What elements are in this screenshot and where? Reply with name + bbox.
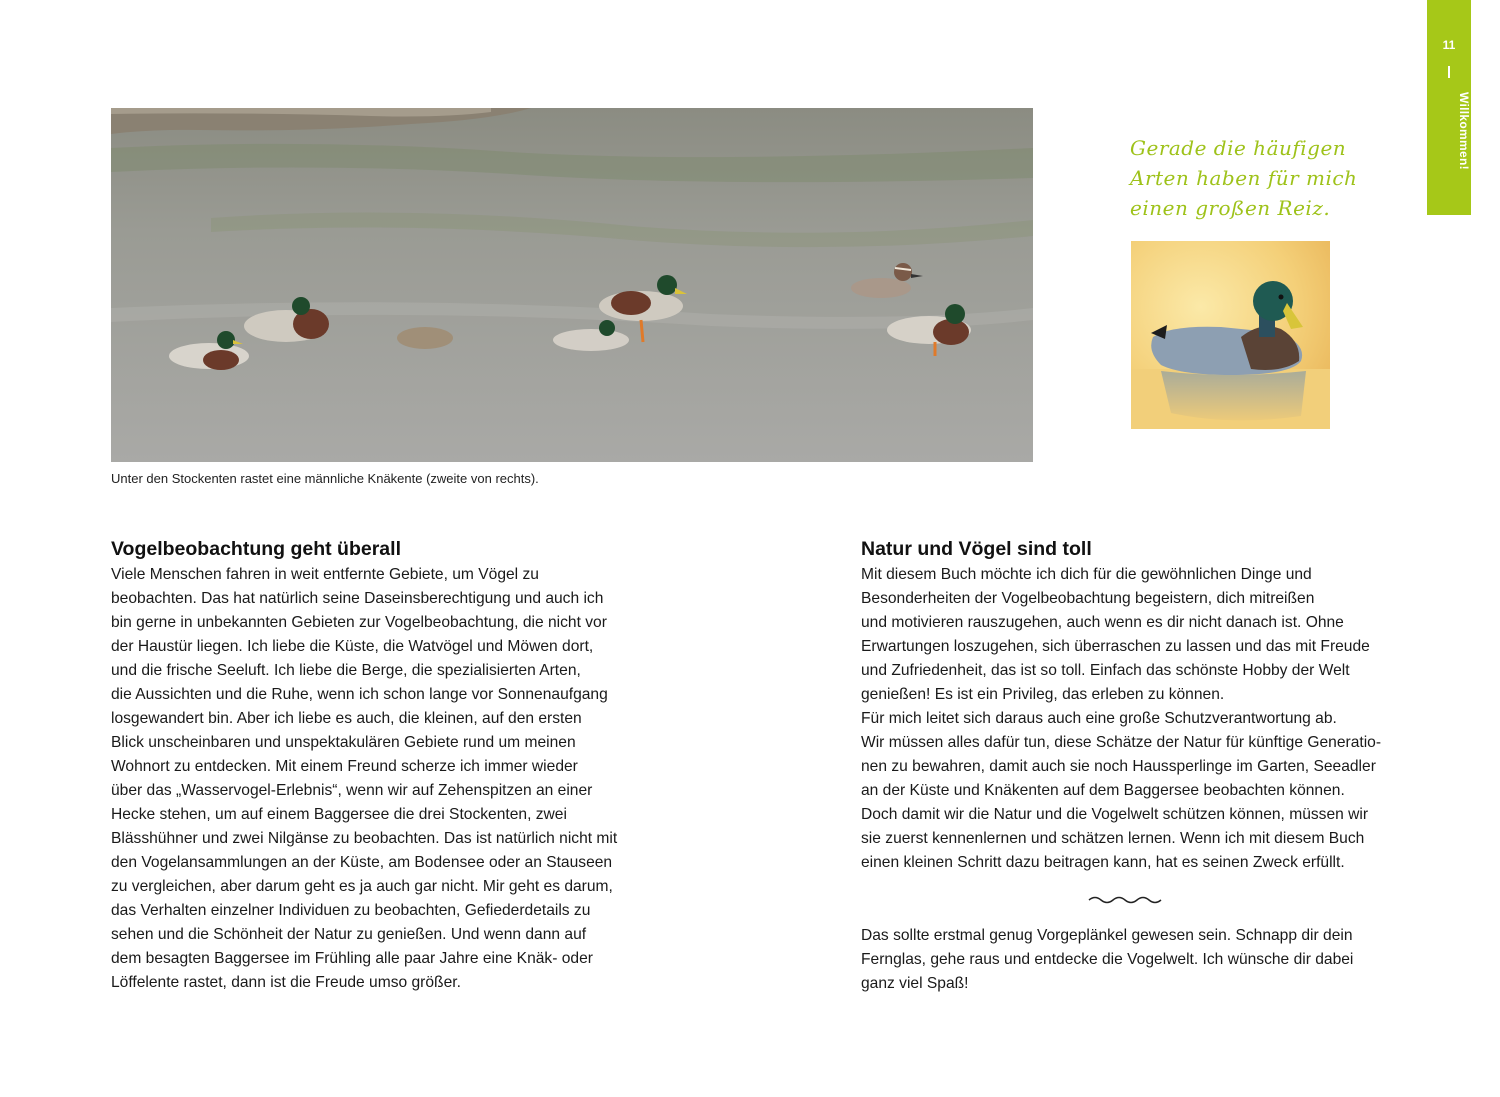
main-photo-ducks: [111, 108, 1033, 462]
text-line: und die frische Seeluft. Ich liebe die Berge, die spezialisierten Arten,: [111, 662, 581, 679]
text-line: sehen und die Schönheit der Natur zu genießen. Und wenn dann auf: [111, 926, 587, 943]
text-line: Für mich leitet sich daraus auch eine große Schutzverantwortung ab.: [861, 710, 1337, 727]
text-line: Besonderheiten der Vogelbeobachtung begeistern, dich mitreißen: [861, 590, 1315, 607]
text-line: Hecke stehen, um auf einem Baggersee die drei Stockenten, zwei: [111, 806, 567, 823]
text-line: Löffelente rastet, dann ist die Freude umso größer.: [111, 974, 461, 991]
photo-caption: Unter den Stockenten rastet eine männliche Knäkente (zweite von rechts).: [111, 471, 539, 486]
text-line: sie zuerst kennenlernen und schätzen lernen. Wenn ich mit diesem Buch: [861, 830, 1365, 847]
text-line: Fernglas, gehe raus und entdecke die Vogelwelt. Ich wünsche dir dabei: [861, 951, 1354, 968]
text-line: die Aussichten und die Ruhe, wenn ich schon lange vor Sonnenaufgang: [111, 686, 608, 703]
quote-line: Arten haben für mich: [1130, 166, 1358, 190]
text-line: Doch damit wir die Natur und die Vogelwelt schützen können, müssen wir: [861, 806, 1369, 823]
text-line: und Zufriedenheit, das ist so toll. Einfach das schönste Hobby der Welt: [861, 662, 1350, 679]
section-heading-right: Natur und Vögel sind toll: [861, 538, 1092, 560]
text-line: der Haustür liegen. Ich liebe die Küste, die Watvögel und Möwen dort,: [111, 638, 594, 655]
quote-line: einen großen Reiz.: [1130, 196, 1331, 220]
wave-divider: [1087, 893, 1163, 911]
text-line: Wir müssen alles dafür tun, diese Schätze der Natur für künftige Generatio-: [861, 734, 1382, 751]
text-line: Blick unscheinbaren und unspektakulären Gebiete rund um meinen: [111, 734, 576, 751]
page-number: 11: [1442, 38, 1456, 52]
text-line: nen zu bewahren, damit auch sie noch Haussperlinge im Garten, Seeadler: [861, 758, 1376, 775]
text-line: an der Küste und Knäkenten auf dem Baggersee beobachten können.: [861, 782, 1345, 799]
text-line: das Verhalten einzelner Individuen zu beobachten, Gefiederdetails zu: [111, 902, 591, 919]
text-line: dem besagten Baggersee im Frühling alle paar Jahre eine Knäk- oder: [111, 950, 593, 967]
section-heading-left: Vogelbeobachtung geht überall: [111, 538, 401, 560]
text-line: bin gerne in unbekannten Gebieten zur Vogelbeobachtung, die nicht vor: [111, 614, 607, 631]
inset-photo-mallard: [1131, 241, 1330, 429]
text-line: Erwartungen loszugehen, sich überraschen zu lassen und das mit Freude: [861, 638, 1370, 655]
pull-quote: [1130, 133, 1410, 223]
text-line: losgewandert bin. Aber ich liebe es auch, die kleinen, auf den ersten: [111, 710, 582, 727]
text-line: über das „Wasservogel-Erlebnis“, wenn wir auf Zehenspitzen an einer: [111, 782, 593, 799]
text-line: einen kleinen Schritt dazu beitragen kann, hat es seinen Zweck erfüllt.: [861, 854, 1345, 871]
text-line: beobachten. Das hat natürlich seine Daseinsberechtigung und auch ich: [111, 590, 604, 607]
text-line: genießen! Es ist ein Privileg, das erleben zu können.: [861, 686, 1225, 703]
quote-line: Gerade die häufigen: [1130, 136, 1347, 160]
text-line: Blässhühner und zwei Nilgänse zu beobachten. Das ist natürlich nicht mit: [111, 830, 618, 847]
chapter-title: Willkommen!: [1457, 92, 1471, 170]
text-line: ganz viel Spaß!: [861, 975, 969, 992]
closing-text: [861, 924, 1353, 996]
text-line: Das sollte erstmal genug Vorgeplänkel gewesen sein. Schnapp dir dein: [861, 927, 1353, 944]
body-text-left: [111, 563, 617, 995]
tab-separator: [1448, 66, 1450, 78]
text-line: Viele Menschen fahren in weit entfernte Gebiete, um Vögel zu: [111, 566, 539, 583]
chapter-tab: [1427, 0, 1471, 215]
text-line: den Vogelansammlungen an der Küste, am Bodensee oder an Stauseen: [111, 854, 613, 871]
body-text-right: [861, 563, 1381, 875]
text-line: Wohnort zu entdecken. Mit einem Freund scherze ich immer wieder: [111, 758, 578, 775]
text-line: Mit diesem Buch möchte ich dich für die gewöhnlichen Dinge und: [861, 566, 1312, 583]
text-line: zu vergleichen, aber darum geht es ja auch gar nicht. Mir geht es darum,: [111, 878, 613, 895]
text-line: und motivieren rauszugehen, auch wenn es dir nicht danach ist. Ohne: [861, 614, 1344, 631]
